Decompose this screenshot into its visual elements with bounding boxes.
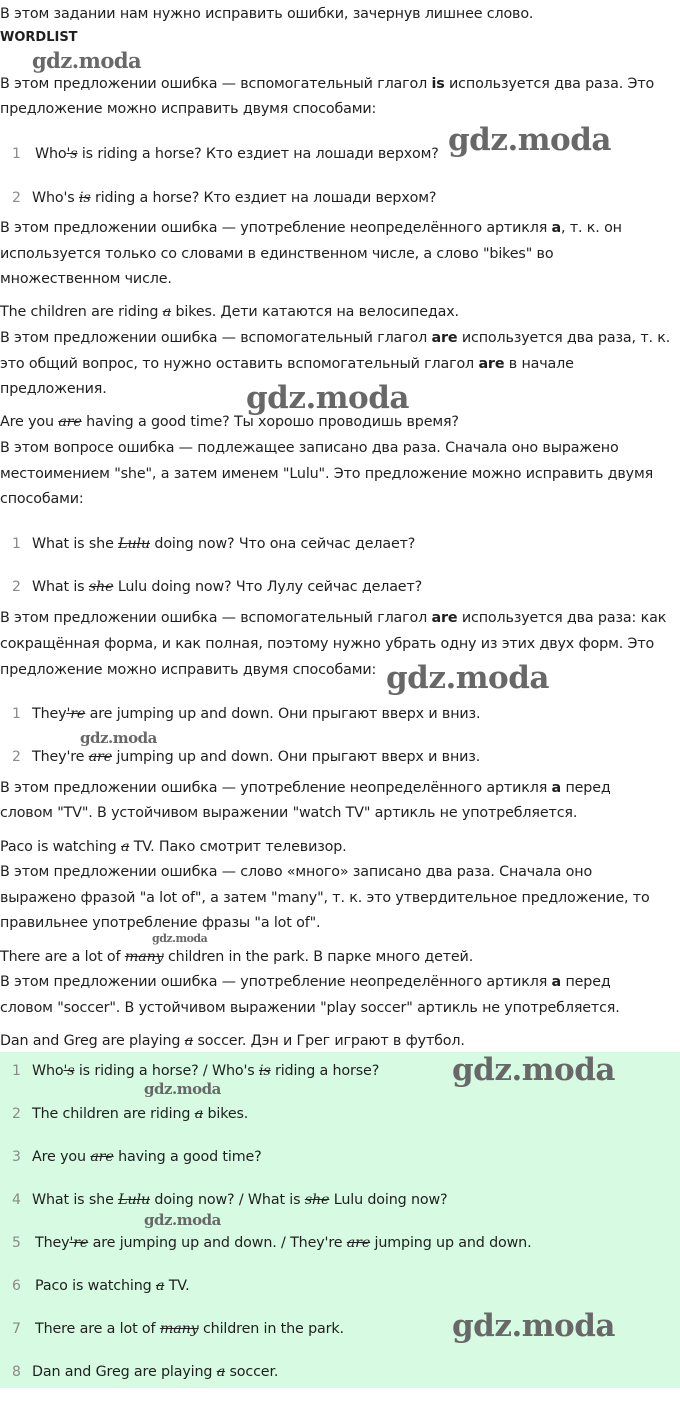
answer-6: 6 Paco is watching a TV. [12, 1278, 190, 1294]
example-1-option-1: 1 Who's is riding a horse? Кто ездиет на лошади верхом? [12, 146, 439, 162]
answer-8: 8 Dan and Greg are playing a soccer. [12, 1364, 279, 1380]
explanation-4-line-2: местоимением "she", а затем именем "Lulu". Это предложение можно исправить двумя [0, 466, 654, 482]
explanation-2: В этом предложении ошибка — употребление неопределённого артикля a, т. к. он [0, 220, 622, 236]
explanation-7-line-3: правильнее употребление фразы "a lot of". [0, 915, 321, 931]
example-3: Are you are having a good time? Ты хорошо проводишь время? [0, 414, 459, 430]
example-5-option-1: 1 They're are jumping up and down. Они прыгают вверх и вниз. [12, 706, 481, 722]
watermark-logo: gdz.moda [80, 729, 157, 747]
explanation-5: В этом предложении ошибка — вспомогательный глагол are используется два раза: как [0, 610, 667, 626]
watermark-logo: gdz.moda [32, 48, 142, 73]
watermark-logo: gdz.moda [144, 1080, 221, 1098]
explanation-6-line-2: словом "TV". В устойчивом выражении "watch TV" артикль не употребляется. [0, 805, 578, 821]
wordlist-heading: WORDLIST [0, 30, 78, 45]
answer-7: 7 There are a lot of many children in the park. [12, 1321, 344, 1337]
explanation-1-line-2: предложение можно исправить двумя способами: [0, 101, 377, 117]
example-4-option-2: 2 What is she Lulu doing now? Что Лулу сейчас делает? [12, 579, 423, 595]
explanation-1: В этом предложении ошибка — вспомогательный глагол is используется два раза. Это [0, 76, 655, 92]
example-6: Paco is watching a TV. Пако смотрит телевизор. [0, 839, 347, 855]
answer-3: 3 Are you are having a good time? [12, 1149, 262, 1165]
example-1-option-2: 2 Who's is riding a horse? Кто ездиет на лошади верхом? [12, 190, 437, 206]
explanation-7-line-2: выражено фразой "a lot of", а затем "many", т. к. это утвердительное предложение, то [0, 890, 650, 906]
explanation-8-line-2: словом "soccer". В устойчивом выражении "play soccer" артикль не употребляется. [0, 1000, 620, 1016]
watermark-logo: gdz.moda [152, 932, 208, 945]
answer-5: 5 They're are jumping up and down. / They're are jumping up and down. [12, 1235, 532, 1251]
explanation-5-line-2: сокращённая форма, и как полная, поэтому нужно убрать одну из этих двух форм. Это [0, 636, 655, 652]
answer-2: 2 The children are riding a bikes. [12, 1106, 249, 1122]
example-2: The children are riding a bikes. Дети катаются на велосипедах. [0, 304, 459, 320]
answer-4: 4 What is she Lulu doing now? / What is she Lulu doing now? [12, 1192, 448, 1208]
explanation-4-line-3: способами: [0, 491, 84, 507]
explanation-4: В этом вопросе ошибка — подлежащее записано два раза. Сначала оно выражено [0, 440, 619, 456]
explanation-3-line-2: это общий вопрос, то нужно оставить вспомогательный глагол are в начале [0, 356, 574, 372]
watermark-logo: gdz.moda [452, 1052, 615, 1088]
explanation-5-line-3: предложение можно исправить двумя способами: [0, 662, 377, 678]
explanation-2-line-3: множественном числе. [0, 271, 172, 287]
explanation-3-line-3: предложения. [0, 381, 107, 397]
watermark-logo: gdz.moda [386, 660, 549, 696]
explanation-2-line-2: используется только со словами в единственном числе, а слово "bikes" во [0, 246, 554, 262]
example-4-option-1: 1 What is she Lulu doing now? Что она сейчас делает? [12, 536, 416, 552]
explanation-3: В этом предложении ошибка — вспомогательный глагол are используется два раза, т. к. [0, 330, 671, 346]
example-5-option-2: 2 They're are jumping up and down. Они прыгают вверх и вниз. [12, 749, 481, 765]
example-8: Dan and Greg are playing a soccer. Дэн и Грег играют в футбол. [0, 1033, 465, 1049]
watermark-logo: gdz.moda [246, 380, 409, 416]
watermark-logo: gdz.moda [448, 122, 611, 158]
answer-1: 1 Who's is riding a horse? / Who's is riding a horse? [12, 1063, 380, 1079]
explanation-7: В этом предложении ошибка — слово «много» записано два раза. Сначала оно [0, 864, 593, 880]
intro-text: В этом задании нам нужно исправить ошибки, зачернув лишнее слово. [0, 6, 534, 22]
explanation-8: В этом предложении ошибка — употребление неопределённого артикля a перед [0, 974, 611, 990]
watermark-logo: gdz.moda [452, 1308, 615, 1344]
example-7: There are a lot of many children in the park. В парке много детей. [0, 949, 474, 965]
explanation-6: В этом предложении ошибка — употребление неопределённого артикля a перед [0, 780, 611, 796]
watermark-logo: gdz.moda [144, 1211, 221, 1229]
